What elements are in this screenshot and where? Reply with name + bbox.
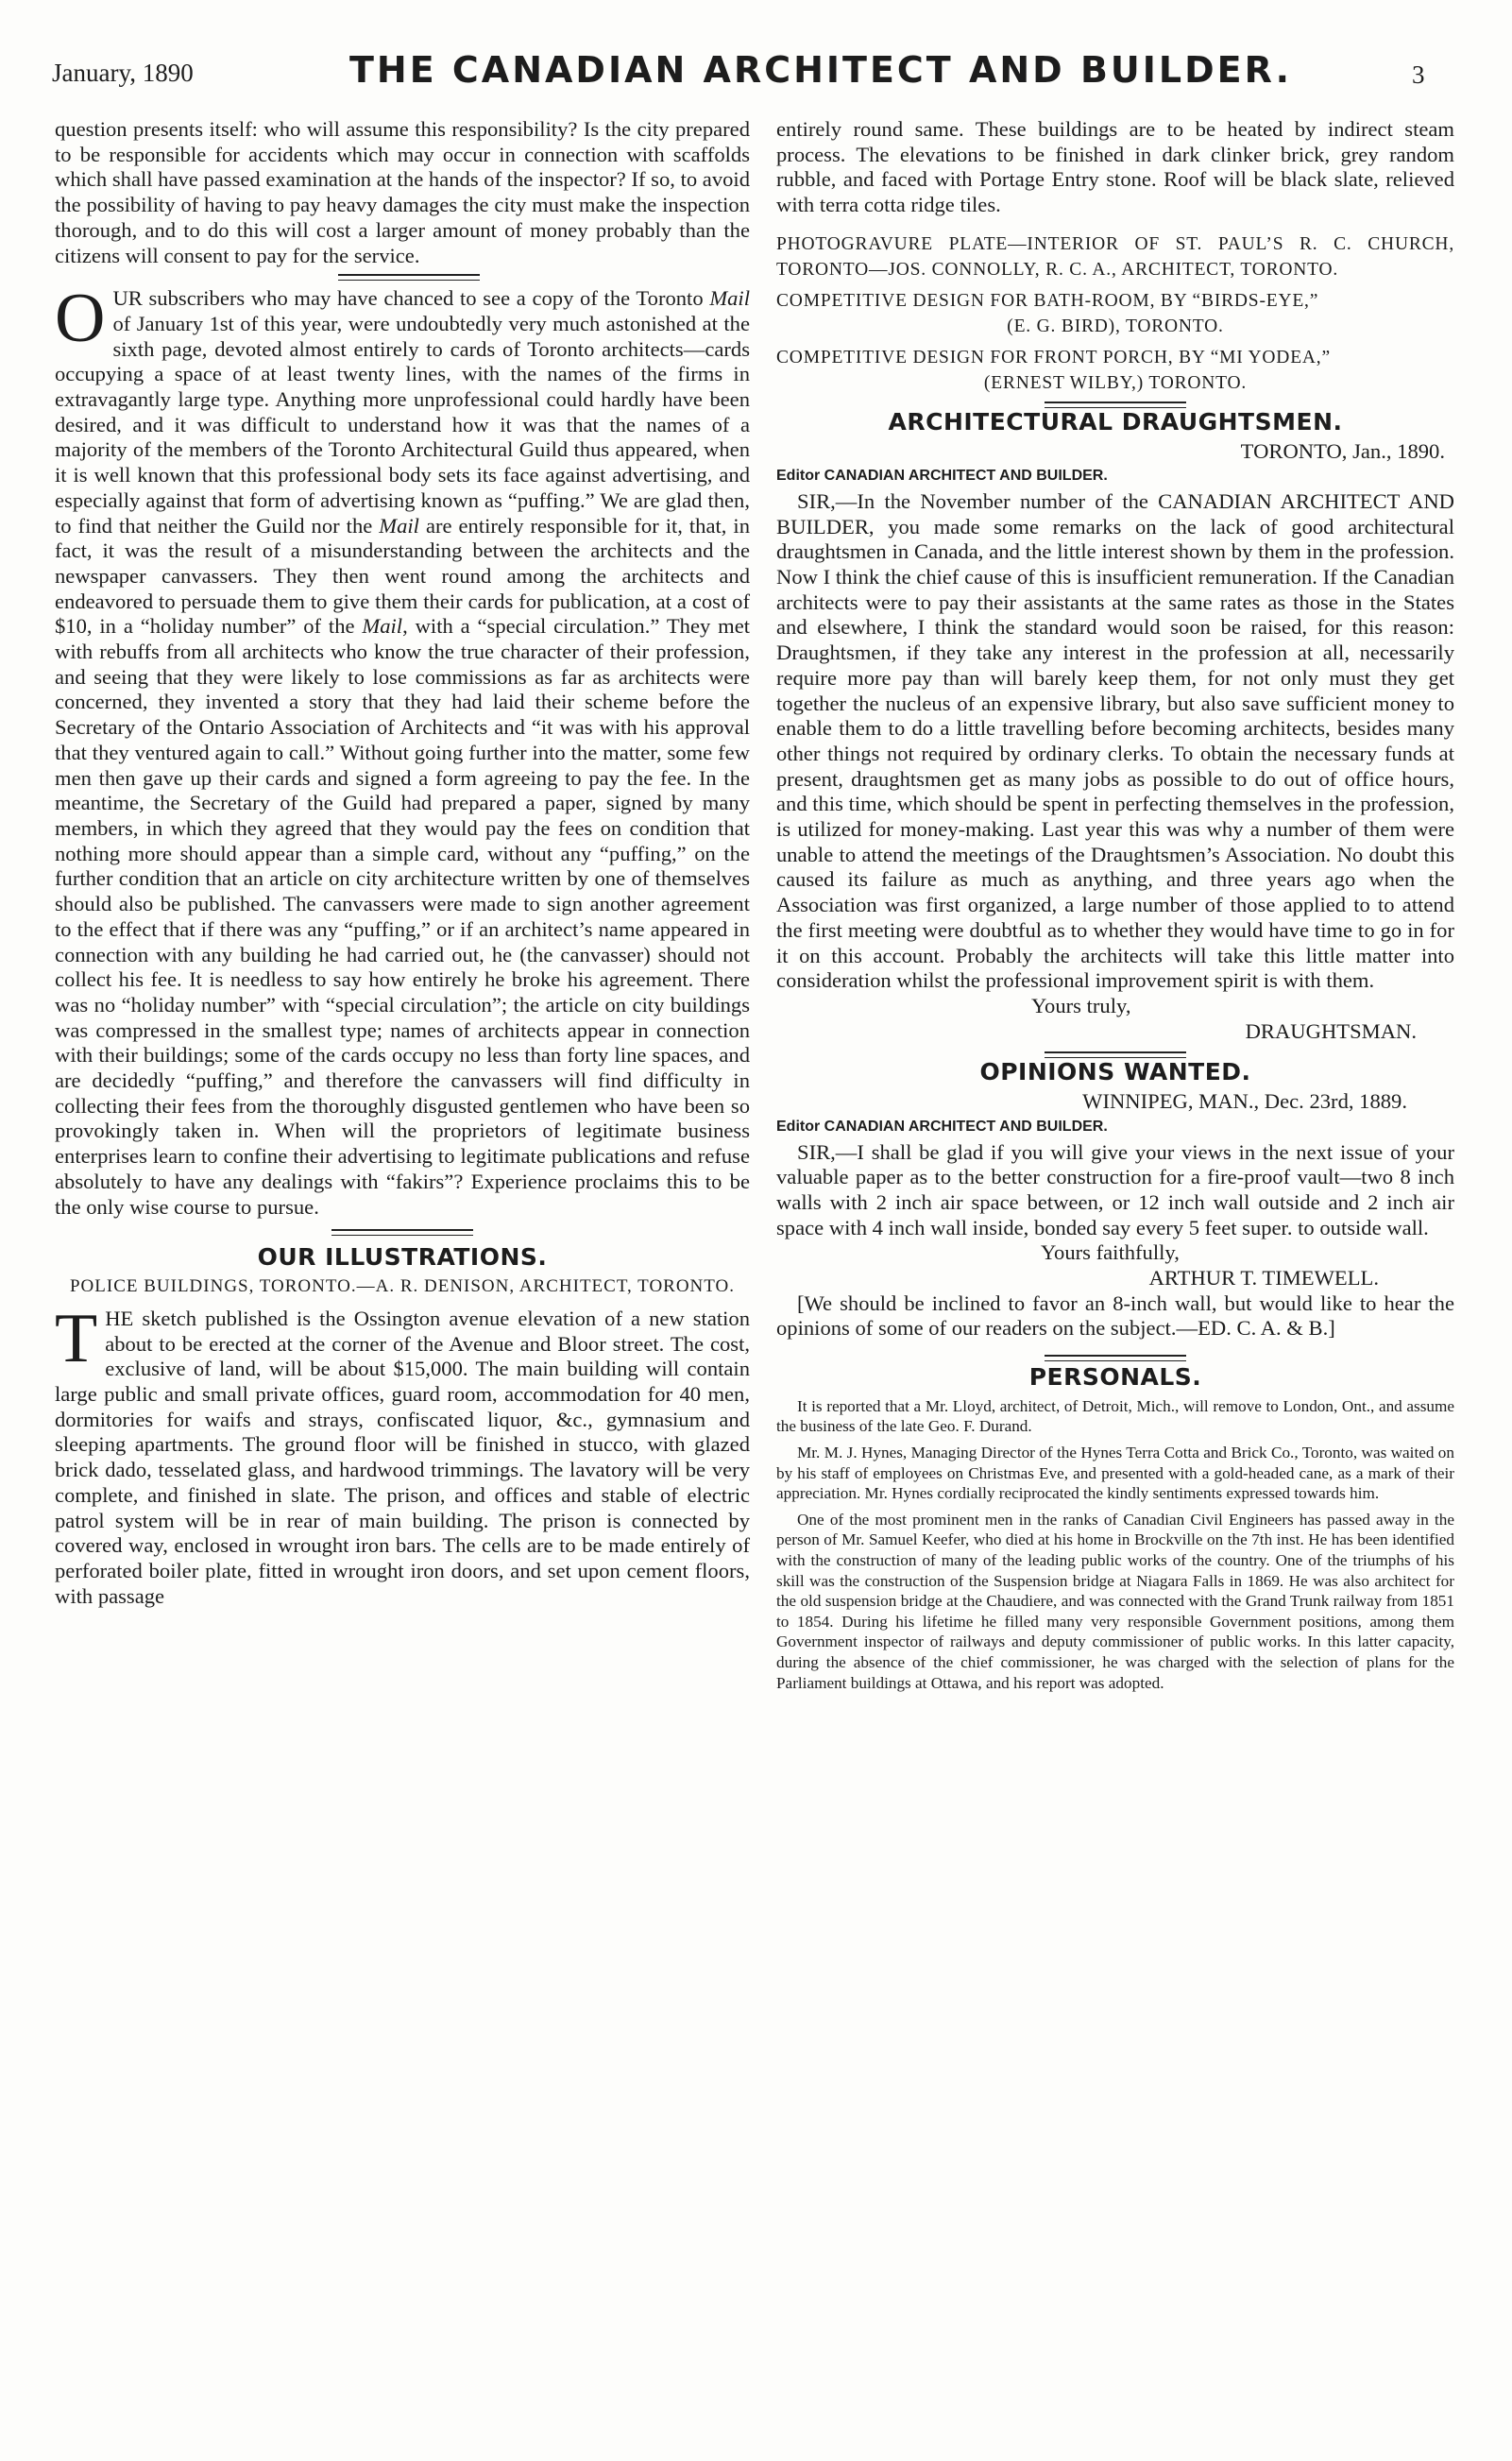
- masthead-title: THE CANADIAN ARCHITECT AND BUILDER.: [349, 49, 1293, 91]
- personal-item: One of the most prominent men in the ranks of Canadian Civil Engineers has passed away in the person of Mr. Samuel Keefer, who died at his home in Brockville on the 7th inst. He has been identified with the construction of many of the leading public works of the country. One of the triumphs of his skill was the construction of the Suspension bridge at Niagara Falls in 1869. He was also architect for the old suspension bridge at the Chaudiere, and was connected with the Grand Trunk railway from 1851 to 1854. During his lifetime he filled many very responsible Government positions, among them Government inspector of railways and deputy commissioner of public works. In this latter capacity, during the absence of the chief commissioner, he was charged with the selection of plans for the Parliament buildings at Ottawa, and his report was adopted.: [776, 1510, 1454, 1692]
- illustrations-heading: OUR ILLUSTRATIONS.: [257, 1243, 548, 1272]
- personal-item: It is reported that a Mr. Lloyd, architect, of Detroit, Mich., will remove to London, Ont., and assume the business of the late Geo. F. Durand.: [776, 1396, 1454, 1436]
- draughtsmen-closing: Yours truly,: [1031, 993, 1131, 1017]
- right-column: [776, 117, 1454, 1699]
- bathroom-design-caption: COMPETITIVE DESIGN FOR BATH-ROOM, BY “BIRDS-EYE,” (E. G. BIRD), TORONTO.: [776, 290, 1319, 336]
- police-buildings-description: THE sketch published is the Ossington avenue elevation of a new station about to be erected at the corner of the Avenue and Bloor street. The cost, exclusive of land, will be about $15,000. The main building will contain large public and small private offices, guard room, accommodation for 40 men, dormitories for waifs and strays, confiscated liquor, &c., gymnasium and sleeping apartments. The ground floor will be finished in stucco, with glazed brick dado, tesselated glass, and hardwood trimmings. The lavatory will be very complete, and finished in slate. The prison, and offices and stable of electric patrol system will be in rear of main building. The prison is connected by covered way, enclosed in wrought iron bars. The cells are to be made entirely of perforated boiler plate, fitted in wrought iron doors, and set upon cement floors, with passage: [55, 1299, 750, 1608]
- draughtsmen-letter: SIR,—In the November number of the CANADIAN ARCHITECT AND BUILDER, you made some remarks on the lack of good architectural draughtsmen in Canada, and the little interest shown by them in the profession. Now I think the chief cause of this is insufficient remuneration. If the Canadian architects were to pay their assistants at the same rates as those in the States and elsewhere, I think the standard would soon be raised, for this reason: Draughtsmen, if they take any interest in the profession at all, necessarily require more pay than will barely keep them, for not only must they get together the nucleus of an expensive library, but also save sufficient money to enable them to do a little travelling before becoming architects, besides many other things not required by ordinary clerks. To obtain the necessary funds at present, draughtsmen get as many jobs as possible to do out of office hours, and this time, which should be spent in perfecting themselves in the profession, is utilized for money-making. Last year this was why a number of them were unable to attend the meetings of the Draughtsmen’s Association. No doubt this caused its failure as much as anything, and three years ago when the Association was first organized, a large number of those applied to to attend the first meeting were doubtful as to whether they would have time to go in for it on this account. Probably the architects will take this little matter into consideration whilst the professional improvement spirit is with them.: [776, 488, 1454, 993]
- scaffold-paragraph: question presents itself: who will assume this responsibility? Is the city prepared to be responsible for accidents which may occur in connection with scaffolds which shall have passed examination at the hands of the inspector? If so, to avoid the possibility of having to pay heavy damages the city must make the inspection thorough, and to do this will cost a larger amount of money probably than the citizens will consent to pay for the service.: [55, 117, 750, 267]
- drop-cap: O: [55, 280, 106, 358]
- drop-cap: T: [55, 1299, 98, 1377]
- police-buildings-continued: entirely round same. These buildings are to be heated by indirect steam process. The elevations to be finished in dark clinker brick, grey random rubble, and faced with Portage Entry stone. Roof will be black slate, relieved with terra cotta ridge tiles.: [776, 117, 1454, 217]
- opinions-signature: ARTHUR T. TIMEWELL.: [1148, 1266, 1379, 1290]
- personals-heading: PERSONALS.: [1028, 1363, 1202, 1392]
- draughtsmen-signature: DRAUGHTSMAN.: [1245, 1018, 1417, 1043]
- section-divider: [1045, 402, 1186, 408]
- draughtsmen-dateline: TORONTO, Jan., 1890.: [1240, 438, 1445, 463]
- draughtsmen-heading: ARCHITECTURAL DRAUGHTSMEN.: [888, 407, 1343, 436]
- section-divider: [338, 274, 480, 281]
- opinions-dateline: WINNIPEG, MAN., Dec. 23rd, 1889.: [1082, 1089, 1407, 1114]
- opinions-heading: OPINIONS WANTED.: [979, 1058, 1251, 1086]
- page-number: 3: [1412, 60, 1425, 89]
- personals-list: [776, 1396, 1454, 1693]
- section-divider: [331, 1229, 473, 1236]
- editor-salutation: Editor CANADIAN ARCHITECT AND BUILDER.: [776, 1118, 1108, 1135]
- police-buildings-caption: POLICE BUILDINGS, TORONTO.—A. R. DENISON, ARCHITECT, TORONTO.: [69, 1275, 736, 1296]
- issue-date: January, 1890: [52, 59, 194, 87]
- opinions-closing: Yours faithfully,: [1041, 1240, 1180, 1265]
- editor-salutation: Editor CANADIAN ARCHITECT AND BUILDER.: [776, 468, 1108, 485]
- editor-reply: [We should be inclined to favor an 8-inch wall, but would like to hear the opinions of some of our readers on the subject.—ED. C. A. & B.]: [776, 1290, 1454, 1341]
- opinions-letter: SIR,—I shall be glad if you will give your views in the next issue of your valuable paper as to the better construction for a fire-proof vault—two 8 inch walls with 2 inch air space between, or 12 inch wall outside and 2 inch air space with 4 inch wall inside, bonded say every 5 feet super. to outside wall.: [776, 1139, 1454, 1239]
- section-divider: [1045, 1051, 1186, 1058]
- section-divider: [1045, 1355, 1186, 1361]
- left-column: [55, 117, 750, 1609]
- photogravure-caption: PHOTOGRAVURE PLATE—INTERIOR OF ST. PAUL’S R. C. CHURCH, TORONTO—JOS. CONNOLLY, R. C. A., ARCHITECT, TORONTO.: [776, 233, 1454, 280]
- front-porch-caption: COMPETITIVE DESIGN FOR FRONT PORCH, BY “MI YODEA,” (ERNEST WILBY,) TORONTO.: [776, 347, 1331, 393]
- puffing-article: OUR subscribers who may have chanced to see a copy of the Toronto Mail of January 1st of this year, were undoubtedly very much astonished at the sixth page, devoted almost entirely to cards of Toronto architects—cards occupying a space of at least twenty lines, with the names of the firms in extravagantly large type. Anything more unprofessional could hardly have been desired, and it was difficult to understand how it was that the names of a majority of the members of the Toronto Architectural Guild thus appeared, when it is well known that this professional body sets its face against advertising, and especially against that form of advertising known as “puffing.” We are glad then, to find that neither the Guild nor the Mail are entirely responsible for it, that, in fact, it was the result of a misunderstanding between the architects and the newspaper canvassers. They then went round among the architects and endeavored to persuade them to give them their cards for publication, at a cost of $10, in a “holiday number” of the Mail, with a “special circulation.” They met with rebuffs from all architects who know the true character of their profession, and seeing that they were likely to lose commissions as far as architects were concerned, they invented a story that they had laid their scheme before the Secretary of the Ontario Association of Architects and “it was with his approval that they ventured again to call.” Without going further into the matter, some few men then gave up their cards and signed a form agreeing to pay the fee. In the meantime, the Secretary of the Guild had prepared a paper, signed by many members, in which they agreed that they would pay the fees on condition that nothing more should appear than a simple card, without any “puffing,” on the further condition that an article on city architecture written by one of themselves should also be published. The canvassers were made to sign another agreement to the effect that if there was any “puffing,” or if an architect’s name appeared in connection with any building he had carried out, he (the canvasser) should not collect his fee. It is needless to say how entirely he broke his agreement. There was no “holiday number” with “special circulation”; the article on city buildings was compressed in the smallest type; names of architects appear in connection with their buildings; some of the cards occupy no less than forty line spaces, and are decidedly “puffing,” and therefore the canvassers will find difficulty in collecting their fees from the thoroughly disgusted gentlemen who have been so provokingly taken in. When will the proprietors of legitimate business enterprises learn to confine their advertising to legitimate publications and refuse absolutely to have any dealings with “fakirs”? Experience proclaims this to be the only wise course to pursue.: [55, 280, 751, 1219]
- personal-item: Mr. M. J. Hynes, Managing Director of the Hynes Terra Cotta and Brick Co., Toronto, was waited on by his staff of employees on Christmas Eve, and presented with a gold-headed cane, as a mark of their appreciation. Mr. Hynes cordially reciprocated the kindly sentiments expressed towards him.: [776, 1444, 1454, 1503]
